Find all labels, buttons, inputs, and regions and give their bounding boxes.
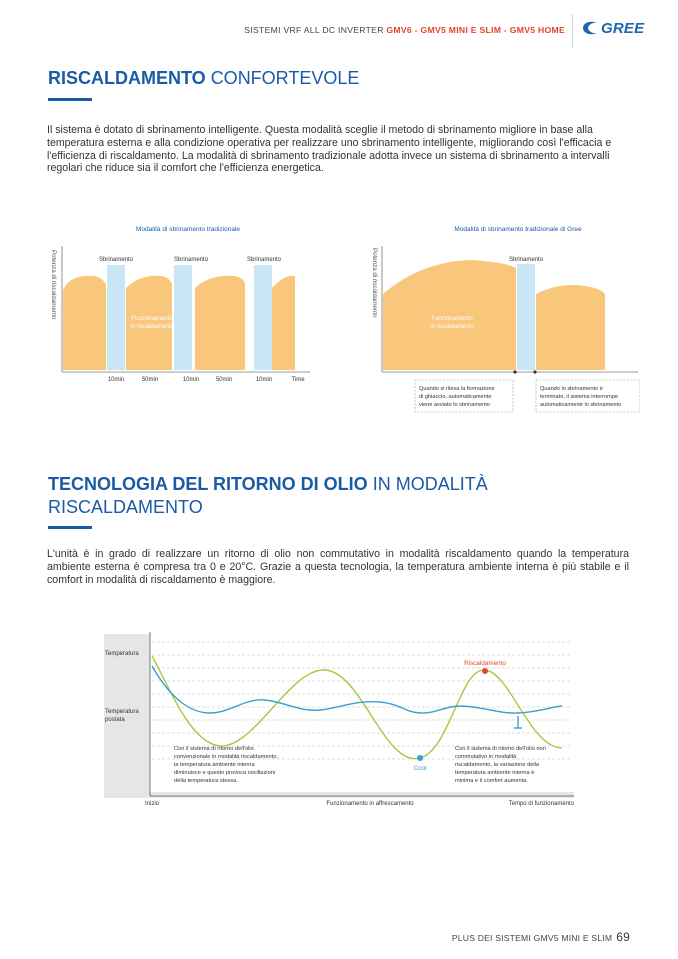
heat-block-3 (195, 276, 245, 370)
left-chart-ylabel: Potenza di riscaldamento (50, 250, 57, 320)
note1-line3: viene avviato lo sbrinamento (419, 402, 490, 408)
note-left-line4: diminuisce e questo provoca oscillazioni (174, 770, 276, 776)
defrost-label-3: Sbrinamento (246, 257, 282, 263)
work-label-2: in riscaldamento (130, 324, 174, 330)
marker-start (513, 370, 516, 373)
logo-text: GREE (601, 19, 645, 37)
diagram2-base-band (104, 792, 574, 798)
gree-work-label-2: in riscaldamento (430, 324, 474, 330)
x-label-mid: Funzionamento in affrescamento (326, 801, 414, 807)
x-label-end: Tempo di funzionamento (508, 801, 574, 807)
section1-title-light: CONFORTEVOLE (210, 68, 360, 88)
y-label-mid-2: postata (105, 717, 125, 723)
left-tick-4: 50min (215, 377, 233, 383)
section1-body: Il sistema è dotato di sbrinamento intelligente. Questa modalità sceglie il metodo di sbrinamento migliore in base alla temperatura esterna e alla condizione operativa per realizzare uno sbrinamento intelligente, migliorando così l'efficacia e l'efficienza di riscaldamento. La modalità di sbrinamento tradizionale adotta invece un sistema di sbrinamento a intervalli regolari che riduce sia il comfort che l'efficienza energetica. (47, 124, 612, 175)
cool-label: Cool (413, 765, 427, 772)
heat-block-4 (272, 276, 295, 370)
page-number: 69 (616, 930, 630, 944)
heat-block-2 (126, 276, 172, 370)
section1-title-bold: RISCALDAMENTO (48, 68, 206, 88)
note1-line1: Quando si rileva la formazione (419, 386, 495, 392)
left-tick-5: 10min (255, 377, 273, 383)
section2-title-line2 (48, 495, 203, 519)
header-prefix: SISTEMI VRF ALL DC INVERTER (244, 25, 387, 35)
note-left-line3: la temperatura ambiente interna (174, 762, 255, 768)
gree-work-label-1: Funzionamento (431, 316, 473, 322)
note2-line2: terminato, il sistema interrompe (540, 394, 619, 400)
section2-title-line2-text: RISCALDAMENTO (48, 497, 203, 517)
marker-end (533, 370, 536, 373)
right-chart-ylabel: Potenza di riscaldamento (371, 248, 378, 318)
note2-line1: Quando lo sbrinamento è (540, 386, 603, 392)
left-tick-1: 10min (107, 377, 125, 383)
defrost-diagram (40, 218, 640, 418)
note-right-line3: riscaldamento, la variazione della (455, 762, 540, 768)
gree-defrost-label: Sbrinamento (508, 257, 544, 263)
gree-defrost-chart (371, 226, 640, 412)
note-right-line2: commutativo in modalità (455, 754, 517, 760)
defrost-label-1: Sbrinamento (98, 257, 134, 263)
footer (452, 930, 630, 944)
y-label-top: Temperatura (105, 651, 139, 657)
heat-peak-marker (482, 668, 488, 674)
left-chart-title: Modalità di sbrinamento tradizionale (135, 226, 241, 233)
heat-label: Riscaldamento (464, 660, 506, 667)
section1-underline (48, 98, 92, 101)
note2-line3: automaticamente lo sbrinamento (540, 402, 622, 408)
header-highlight: GMV6 - GMV5 MINI E SLIM - GMV5 HOME (386, 25, 565, 35)
section2-title-bold: TECNOLOGIA DEL RITORNO DI OLIO (48, 474, 368, 494)
section2-body: L'unità è in grado di realizzare un ritorno di olio non commutativo in modalità riscaldamento quando la temperatura ambiente esterna è compresa tra 0 e 20°C. Grazie a questa tecnologia, la temperatura ambiente interna è più stabile e il comfort in modalità di riscaldamento è maggiore. (47, 548, 629, 586)
work-label-1: Funzionamento (131, 316, 173, 322)
defrost-label-2: Sbrinamento (173, 257, 209, 263)
section2-title-light: IN MODALITÀ (372, 474, 488, 494)
x-label-start: Inizio (145, 801, 160, 807)
oil-return-diagram (100, 628, 580, 810)
note-right-line1: Con il sistema di ritorno dell'olio non (455, 746, 546, 752)
diagram2-label-panel (104, 634, 150, 796)
heat-block-after (536, 285, 605, 370)
gree-swoosh-icon (582, 21, 598, 35)
note-right-line4: temperatura ambiente interna è (455, 770, 535, 776)
note-left-line1: Con il sistema di ritorno dell'olio (174, 746, 254, 752)
note-left-line5: della temperatura stessa. (174, 778, 238, 784)
left-tick-3: 10min (182, 377, 200, 383)
note-left-line2: convenzionale in modalità riscaldamento, (174, 754, 279, 760)
section2-title (48, 472, 488, 496)
gree-logo (582, 18, 652, 38)
footer-text: PLUS DEI SISTEMI GMV5 MINI E SLIM (451, 933, 613, 943)
left-tick-2: 50min (141, 377, 159, 383)
conventional-curve (152, 656, 562, 759)
note1-line2: di ghiaccio, automaticamente (419, 394, 492, 400)
defrost-strip-1 (107, 265, 125, 370)
defrost-strip-3 (254, 265, 272, 370)
left-tick-6: Time (291, 377, 305, 383)
heat-block-1 (63, 276, 106, 370)
gree-defrost-strip (517, 264, 535, 370)
cool-trough-marker (417, 755, 423, 761)
defrost-strip-2 (174, 265, 192, 370)
traditional-defrost-chart (50, 226, 310, 383)
note-right-line5: minima e il comfort aumenta. (455, 778, 529, 784)
heat-block-long (383, 260, 516, 370)
non-commutative-curve (152, 666, 562, 713)
y-label-mid-1: Temperatura (105, 709, 139, 715)
header-title (244, 25, 565, 35)
section2-underline (48, 526, 92, 529)
section1-title (48, 66, 359, 90)
header-divider (572, 14, 573, 48)
right-chart-title: Modalità di sbrinamento tradizionale di Gree (454, 226, 582, 233)
